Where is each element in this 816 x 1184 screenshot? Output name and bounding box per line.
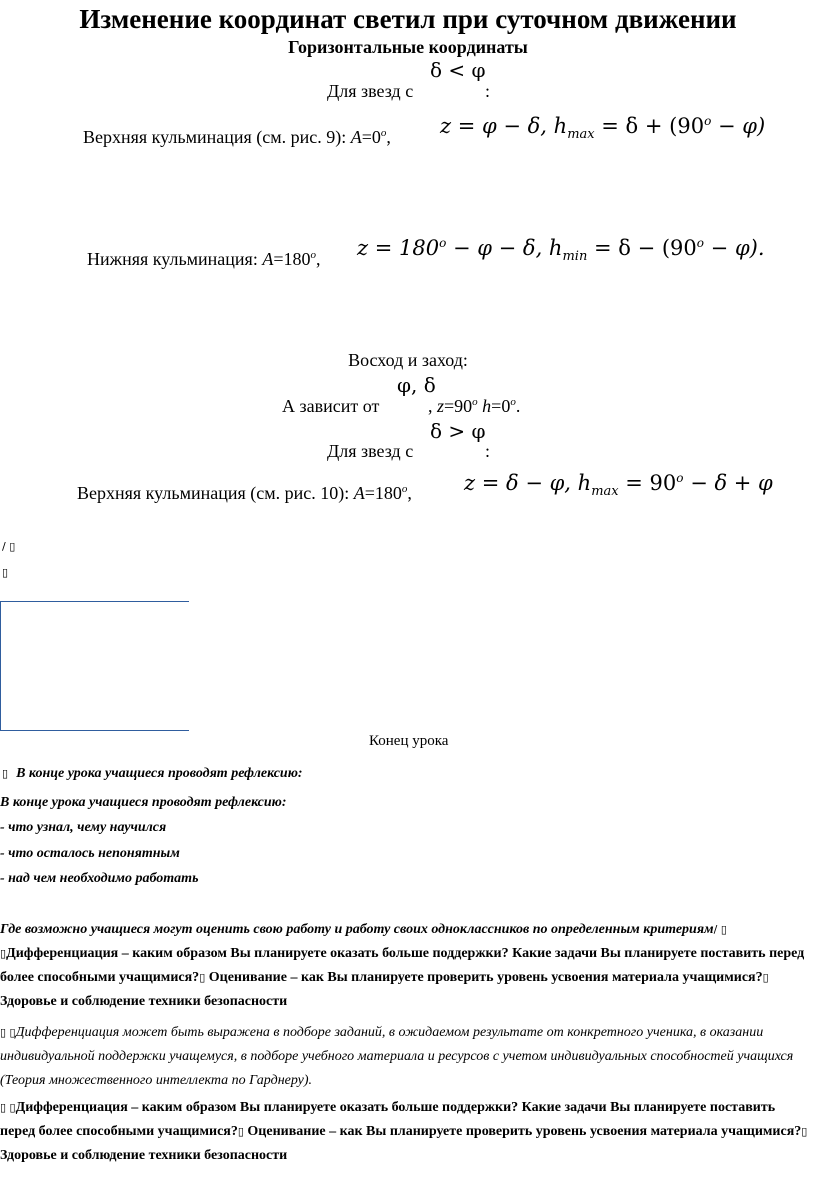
safety-text: Здоровье и соблюдение техники безопасности <box>0 994 288 1009</box>
stars-condition-colon: : <box>485 81 491 101</box>
differentiation-paragraph <box>0 1021 808 1093</box>
formula-sub: max <box>567 127 595 143</box>
missing-glyph-row-1: / ▯ <box>2 540 16 553</box>
comma: , <box>386 127 391 147</box>
upper-culmination-label: Верхняя кульминация (см. рис. 9): <box>83 127 351 147</box>
assessment-paragraph <box>0 918 808 1014</box>
formula-part: − φ) <box>711 114 766 138</box>
evaluation-text: Оценивание – как Вы планируете проверить уровень усвоения материала учащимися? <box>243 1124 802 1139</box>
formula-sub: min <box>562 249 588 265</box>
stars-condition-label: Для звезд с <box>327 81 414 101</box>
reflection-item: - над чем необходимо работать <box>0 871 199 886</box>
reflection-intro: В конце урока учащиеся проводят рефлексию: <box>16 766 303 781</box>
lower-culmination-label: Нижняя кульминация: <box>87 249 263 269</box>
comma: , <box>316 249 321 269</box>
evaluation-text: Оценивание – как Вы планируете проверить уровень усвоения материала учащимися? <box>205 970 763 985</box>
differentiation-text: Дифференциация – каким образом Вы планируете оказать больше поддержки? Какие задачи Вы планируете поставить перед более способными учащимися? <box>0 946 805 985</box>
reflection-item: - что узнал, чему научился <box>0 820 167 835</box>
missing-glyph: ▯ <box>762 971 769 984</box>
formula-part: = δ − (90 <box>587 236 697 260</box>
stars-condition-colon-2: : <box>485 441 491 461</box>
differentiation-explanation: Дифференциация может быть выражена в подборе заданий, в ожидаемом результате от конкретного ученика, в оказании индивидуальной поддержки учащемуся, в подборе учебного материала и ресурсов с учетом индивидуальных способностей учащихся (Теория множественного интеллекта по Гарднеру). <box>0 1025 794 1088</box>
missing-glyph-row-2: ▯ <box>2 566 9 579</box>
missing-glyph: ▯ <box>801 1125 808 1138</box>
degree-sign: o <box>696 236 704 250</box>
missing-glyph: / ▯ ▯ <box>0 923 727 960</box>
azimuth-var: A <box>262 249 274 269</box>
degree-sign: o <box>704 114 712 128</box>
degree-sign: o <box>439 236 447 250</box>
formula-part: − φ − δ, h <box>446 236 563 260</box>
upper-culmination-formula-2 <box>464 471 773 499</box>
reflection-heading: В конце урока учащиеся проводят рефлексию: <box>0 795 287 810</box>
azimuth-value: =180 <box>273 249 311 269</box>
planning-paragraph <box>0 1096 808 1168</box>
degree-sign: o <box>676 471 684 485</box>
peer-assessment-text: Где возможно учащиеся могут оценить свою работу и работу своих одноклассников по определенным критериям <box>0 922 714 937</box>
formula-part: = 90 <box>618 471 677 495</box>
degree-sign: o <box>310 249 316 261</box>
page-subtitle: Горизонтальные координаты <box>288 37 528 57</box>
depends-line-left: А зависит от <box>282 396 380 416</box>
upper-culmination-line <box>83 127 391 148</box>
lower-culmination-formula <box>357 236 765 264</box>
upper-culmination-label: Верхняя кульминация (см. рис. 10): <box>77 483 354 503</box>
condition-formula-gt: δ > φ <box>430 419 486 443</box>
figure-placeholder <box>0 601 189 731</box>
formula-part: = δ + (90 <box>594 114 705 138</box>
azimuth-value: =0 <box>361 127 381 147</box>
upper-culmination-line-2 <box>77 483 412 504</box>
missing-glyph: ▯ <box>2 767 9 780</box>
formula-part: z = 180 <box>357 236 440 260</box>
depends-line-right <box>428 396 520 417</box>
separator: , <box>428 396 437 416</box>
comma: , <box>407 483 412 503</box>
upper-culmination-formula <box>440 114 765 142</box>
zenith-var: z <box>437 396 445 416</box>
degree-sign: o <box>472 396 478 408</box>
page-title: Изменение координат светил при суточном движении <box>79 4 737 34</box>
altitude-var: h <box>482 396 492 416</box>
formula-part: z = φ − δ, h <box>440 114 568 138</box>
reflection-first-line <box>2 764 303 782</box>
degree-sign: o <box>401 483 408 495</box>
lower-culmination-line <box>87 249 321 270</box>
condition-formula-lt: δ < φ <box>430 58 486 82</box>
azimuth-value: =180 <box>364 483 402 503</box>
period: . <box>515 396 521 416</box>
reflection-item: - что осталось непонятным <box>0 846 180 861</box>
formula-sub: max <box>591 484 619 500</box>
azimuth-var: A <box>353 483 365 503</box>
formula-part: − φ). <box>704 236 765 260</box>
degree-sign: o <box>380 127 387 139</box>
safety-text: Здоровье и соблюдение техники безопасности <box>0 1148 288 1163</box>
formula-part: − δ + φ <box>683 471 773 495</box>
stars-condition-label-2: Для звезд с <box>327 441 414 461</box>
depends-formula: φ, δ <box>397 373 436 397</box>
rise-set-heading: Восход и заход: <box>348 350 468 370</box>
end-of-lesson: Конец урока <box>369 733 449 749</box>
differentiation-text: Дифференциация – каким образом Вы планируете оказать больше поддержки? Какие задачи Вы планируете поставить перед более способными учащимися? <box>0 1100 776 1139</box>
formula-part: z = δ − φ, h <box>464 471 592 495</box>
azimuth-var: A <box>350 127 362 147</box>
degree-sign: o <box>510 396 516 408</box>
zenith-value: =90 <box>444 396 473 416</box>
missing-glyph: ▯ ▯ <box>0 1101 16 1114</box>
missing-glyph: ▯ <box>237 1125 244 1138</box>
missing-glyph: ▯ <box>199 971 206 984</box>
missing-glyph: ▯ ▯ <box>0 1026 16 1039</box>
altitude-value: =0 <box>491 396 511 416</box>
